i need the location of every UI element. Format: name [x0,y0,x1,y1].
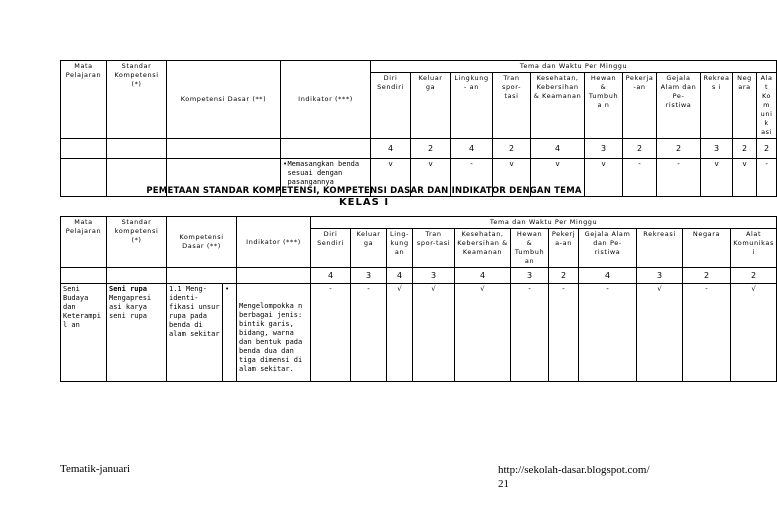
mata-pelajaran-cell: Seni Budaya dan Keterampil an [61,284,107,382]
page-title: PEMETAAN STANDAR KOMPETENSI, KOMPETENSI DASAR DAN INDIKATOR DENGAN TEMA [146,186,582,196]
class-title: KELAS I [338,197,390,208]
theme-header-9: Rekreasi [637,229,683,268]
theme-mark-1: v [371,159,411,197]
header-standar-kompetensi: Standar kompetensi (*) [107,217,167,268]
week-count-8: 4 [579,268,637,284]
header-tema-waktu: Tema dan Waktu Per Minggu [311,217,777,229]
indikator-cell: Mengelompokka n berbagai jenis: bintik garis, bidang, warna dan bentuk pada benda dua dan tiga dimensi di alam sekitar. [237,284,311,382]
theme-mark-10: v [733,159,757,197]
theme-mark-4: √ [413,284,455,382]
theme-header-4: Tran spor-tasi [413,229,455,268]
week-count-10: 2 [733,139,757,159]
week-count-9: 3 [637,268,683,284]
table-kelas-1 [60,216,777,382]
theme-header-4: Tran spor- tasi [493,73,531,139]
theme-header-7: Pekerja -an [623,73,657,139]
theme-mark-6: v [585,159,623,197]
header-tema-waktu: Tema dan Waktu Per Minggu [371,61,777,73]
theme-header-9: Rekreas i [701,73,733,139]
theme-mark-2: - [351,284,387,382]
footer-right [498,463,650,491]
week-count-7: 2 [623,139,657,159]
kompetensi-dasar-cell: 1.1 Meng- identi- fikasi unsur rupa pada benda di alam sekitar [167,284,223,382]
theme-header-5: Kesehatan, Kebersihan & Keamanan [531,73,585,139]
indikator-text: Memasangkan benda sesuai dengan pasangannya [287,160,360,186]
empty-cell [167,139,281,159]
theme-header-8: Gejala Alam dan Pe- ristiwa [657,73,701,139]
theme-header-1: Diri Sendiri [311,229,351,268]
theme-header-10: Neg ara [733,73,757,139]
theme-mark-10: - [683,284,731,382]
theme-header-1: Diri Sendiri [371,73,411,139]
theme-header-5: Kesehatan, Kebersihan & Keamanan [455,229,511,268]
theme-header-3: Lingkung- an [451,73,493,139]
week-count-11: 2 [757,139,777,159]
footer-left-text: Tematik-januari [60,463,131,475]
header-standar-kompetensi: Standar Kompetensi (*) [107,61,167,139]
theme-header-8: Gejala Alam dan Pe-ristiwa [579,229,637,268]
week-count-7: 2 [549,268,579,284]
theme-header-2: Keluar ga [411,73,451,139]
theme-mark-1: - [311,284,351,382]
empty-cell [167,268,237,284]
week-count-9: 3 [701,139,733,159]
theme-header-3: Ling- kung an [387,229,413,268]
standar-kompetensi-cell [107,284,167,382]
theme-header-11: Alat Kom unik asi [757,73,777,139]
bullet-icon: • [225,285,230,293]
theme-mark-11: - [757,159,777,197]
theme-mark-7: - [549,284,579,382]
header-mata-pelajaran: Mata Pelajaran [61,217,107,268]
week-count-1: 4 [371,139,411,159]
week-count-6: 3 [585,139,623,159]
theme-mark-7: - [623,159,657,197]
week-count-2: 2 [411,139,451,159]
theme-mark-4: v [493,159,531,197]
theme-mark-8: - [657,159,701,197]
theme-mark-3: √ [387,284,413,382]
bullet-icon: • [283,160,288,168]
week-count-11: 2 [731,268,777,284]
week-count-8: 2 [657,139,701,159]
standar-kompetensi-body: Mengapresi asi karya seni rupa [109,294,152,320]
week-count-3: 4 [387,268,413,284]
week-count-3: 4 [451,139,493,159]
theme-mark-5: √ [455,284,511,382]
week-count-6: 3 [511,268,549,284]
theme-mark-5: v [531,159,585,197]
theme-mark-11: √ [731,284,777,382]
footer-url: http://sekolah-dasar.blogspot.com/ [498,464,650,476]
week-count-1: 4 [311,268,351,284]
table-top [60,60,777,197]
header-indikator: Indikator (***) [237,217,311,268]
page-number: 21 [498,478,509,490]
week-count-5: 4 [455,268,511,284]
theme-mark-9: v [701,159,733,197]
theme-header-11: Alat Komunikas i [731,229,777,268]
week-count-2: 3 [351,268,387,284]
header-kompetensi-dasar: Kompetensi Dasar (**) [167,217,237,268]
theme-mark-8: - [579,284,637,382]
empty-cell [107,268,167,284]
week-count-4: 3 [413,268,455,284]
theme-header-2: Keluar ga [351,229,387,268]
empty-cell [61,268,107,284]
theme-mark-6: - [511,284,549,382]
header-kompetensi-dasar: Kompetensi Dasar (**) [167,61,281,139]
theme-header-10: Negara [683,229,731,268]
week-count-5: 4 [531,139,585,159]
empty-cell [237,268,311,284]
standar-kompetensi-title: Seni rupa [109,285,147,293]
empty-cell [61,139,107,159]
bullet-cell [223,284,237,382]
theme-mark-2: v [411,159,451,197]
empty-cell [281,139,371,159]
theme-header-6: Hewan & Tumbuh an [511,229,549,268]
week-count-10: 2 [683,268,731,284]
week-count-4: 2 [493,139,531,159]
empty-cell [107,139,167,159]
theme-mark-9: √ [637,284,683,382]
theme-mark-3: - [451,159,493,197]
theme-header-6: Hewan & Tumbuha n [585,73,623,139]
theme-header-7: Pekerj a-an [549,229,579,268]
header-mata-pelajaran: Mata Pelajaran [61,61,107,139]
header-indikator: Indikator (***) [281,61,371,139]
